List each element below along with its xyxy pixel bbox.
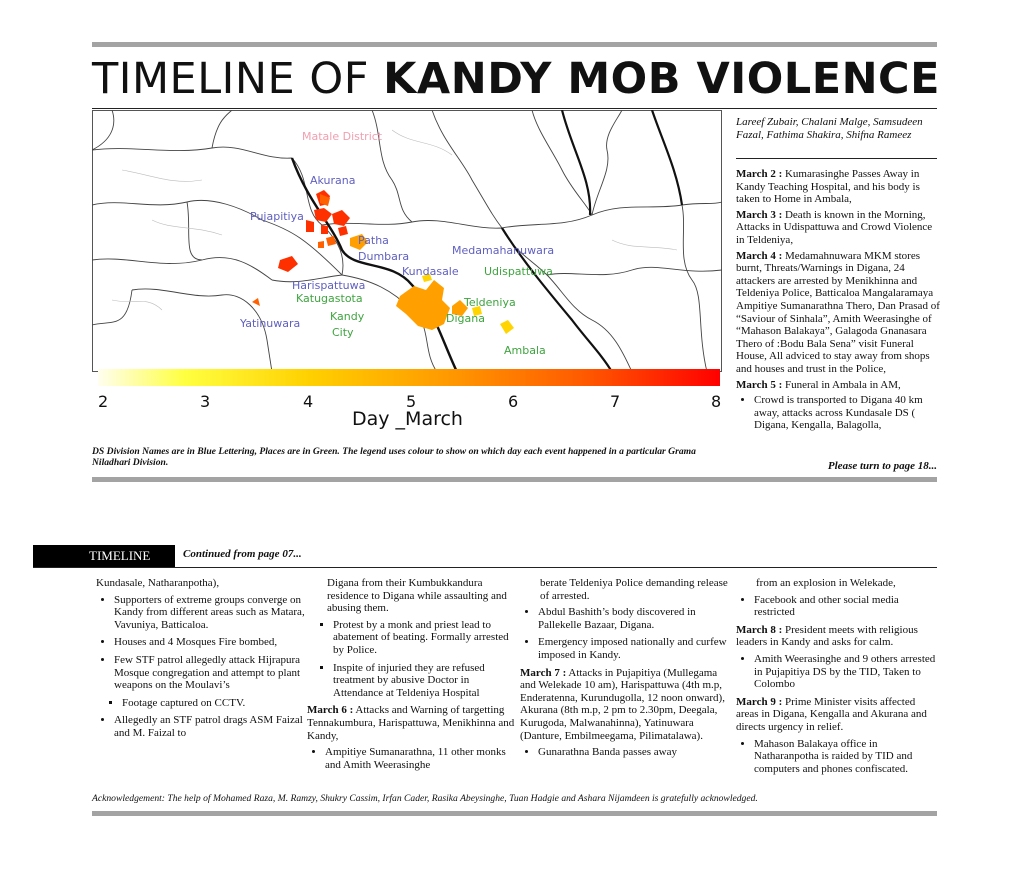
turn-page-note: Please turn to page 18... — [827, 460, 937, 472]
legend-tick: 2 — [98, 392, 109, 411]
list-item: • Mahason Balakaya office in Natharanpotha is raided by TID and computers and phones confiscated. — [754, 738, 940, 776]
list-item: • Ampitiye Sumanarathna, 11 other monks and Amith Weerasinghe — [325, 746, 517, 771]
entry-march-7: March 7 : Attacks in Pujapitiya (Mullegama and Welekade 10 am), Harispattuwa (4th m.p, Enderatenna, Kurundugolla, 12 noon onward), Akurana (8th m.p, 2 pm to 2.30pm, Deegala, Kurugoda, Malwanahinna), Yatinuwara (Danture, Embilmeegama, Pilimatalawa). — [520, 666, 725, 742]
map-label-patha-dumbara: Patha — [358, 234, 389, 247]
map-label-katugastota: Katugastota — [296, 292, 363, 305]
entry-march-5: March 5 : Funeral in Ambala in AM, — [736, 378, 901, 391]
legend-tick: 7 — [610, 392, 621, 411]
list-item: • Abdul Bashith’s body discovered in Pallekelle Bazaar, Digana. — [538, 606, 730, 631]
list-item: • Allegedly an STF patrol drags ASM Faizal and M. Faizal to — [114, 714, 306, 739]
timeline-column-3 — [520, 577, 730, 764]
list-item: • Emergency imposed nationally and curfew imposed in Kandy. — [538, 636, 730, 661]
list-item: • Crowd is transported to Digana 40 km away, attacks across Kundasale DS ( Digana, Kengalla, Balagolla, — [754, 394, 941, 432]
map-label-yatinuwara: Yatinuwara — [240, 317, 301, 330]
map-label-teldeniya: Teldeniya — [464, 296, 516, 309]
paragraph: Kundasale, Natharanpotha), — [96, 577, 220, 589]
map-caption: DS Division Names are in Blue Lettering, Places are in Green. The legend uses colour to show on which day each event happened in a particular Grama Niladhari Division. — [92, 446, 696, 468]
map-label-akurana: Akurana — [310, 174, 356, 187]
title-underline — [92, 108, 937, 109]
map-label-kundasale: Kundasale — [402, 265, 459, 278]
map-label-city: City — [332, 326, 354, 339]
authors: Lareef Zubair, Chalani Malge, Samsudeen Fazal, Fathima Shakira, Shifna Rameez — [736, 116, 923, 141]
timeline-column-2 — [307, 577, 517, 776]
legend-color-bar — [98, 369, 720, 386]
map-label-ambala: Ambala — [504, 344, 546, 357]
list-item: • Facebook and other social media restricted — [754, 594, 940, 619]
acknowledgement: Acknowledgement: The help of Mohamed Raza, M. Ramzy, Shukry Cassim, Irfan Cader, Rasika Abeysinghe, Tuan Hadgie and Ashara Nijamdeen is gratefully acknowledged. — [92, 793, 758, 804]
map-label-medamahanuwara: Medamahanuwara — [452, 244, 555, 257]
entry-march-2: March 2 : Kumarasinghe Passes Away in Kandy Teaching Hospital, and his body is taken to Home in Ambala, — [736, 168, 920, 206]
entry-march-6: March 6 : Attacks and Warning of targetting Tennakumbura, Harispattuwa, Menikhinna and Kandy, — [307, 704, 515, 742]
legend-axis-label: Day _March — [352, 408, 463, 430]
map-label-harispattuwa: Harispattuwa — [292, 279, 366, 292]
top-rule — [92, 42, 937, 47]
timeline-tab: TIMELINE — [33, 545, 175, 567]
list-item: • Supporters of extreme groups converge on Kandy from different areas such as Matara, Vavuniya, Batticaloa. — [114, 594, 306, 632]
entry-march-8: March 8 : President meets with religious leaders in Kandy and asks for calm. — [736, 623, 918, 649]
paragraph: berate Teldeniya Police demanding release of arrested. — [540, 577, 728, 602]
paragraph: from an explosion in Welekade, — [756, 577, 896, 589]
entry-march-9: March 9 : Prime Minister visits affected areas in Digana, Kengalla and Akurana and directs urgency in relief. — [736, 695, 927, 733]
map-label-digana: Digana — [446, 312, 485, 325]
list-item: ▪ Inspite of injuried they are refused treatment by abusive Doctor in Attendance at Teldeniya Hospital — [333, 662, 517, 700]
timeline-underline — [33, 567, 937, 568]
entry-march-3: March 3 : Death is known in the Morning, Attacks in Udispattuwa and Crowd Violence in Teldeniya, — [736, 208, 933, 246]
legend-tick: 6 — [508, 392, 519, 411]
map-label-udispattuwa: Udispattuwa — [484, 265, 553, 278]
timeline-column-1 — [96, 577, 306, 745]
timeline-column-4 — [736, 577, 940, 780]
continued-note: Continued from page 07... — [183, 548, 302, 560]
list-item: • Houses and 4 Mosques Fire bombed, — [114, 636, 306, 649]
mid-rule — [92, 477, 937, 482]
authors-underline — [736, 158, 937, 159]
map-label-kandy: Kandy — [330, 310, 365, 323]
entry-march-4: March 4 : Medamahnuwara MKM stores burnt, Threats/Warnings in Digana, 24 attackers are arrested by Menikhinna and Teldeniya Police, Batticaloa Mangalaramaya Ampitiye Sumanarathna Thero, Dan Prasad of “Saviour of Sinhala”, Amith Weerasinghe of “Mahason Balakaya”, Galagoda Gnanasara Thero of :Bodu Bala Sena” visit Funeral House, All adviced to stay away from shops and houses and trust in the Police, — [736, 249, 940, 375]
paragraph: Digana from their Kumbukkandura residence to Digana while assaulting and abusing them. — [327, 577, 507, 615]
map-label-pujapitiya: Pujapitiya — [250, 210, 304, 223]
list-item: ▪ Footage captured on CCTV. — [122, 697, 306, 710]
bottom-rule — [92, 811, 937, 816]
legend-tick: 5 — [406, 392, 417, 411]
legend-tick: 4 — [303, 392, 314, 411]
map-label-matale-district: Matale District — [302, 130, 383, 143]
list-item: ▪ Protest by a monk and priest lead to abatement of beating. Formally arrested by Police. — [333, 619, 517, 657]
list-item: • Gunarathna Banda passes away — [538, 746, 730, 759]
legend-tick: 3 — [200, 392, 211, 411]
kandy-map — [92, 110, 722, 372]
list-item: • Amith Weerasinghe and 9 others arrested in Pujapitiya DS by the TID, Taken to Colombo — [754, 653, 940, 691]
map-label-patha-dumbara-2: Dumbara — [358, 250, 410, 263]
list-item: • Few STF patrol allegedly attack Hijrapura Mosque congregation and attempt to plant weapons on the Moulavi’s — [114, 654, 306, 692]
page-title: TIMELINE OF KANDY MOB VIOLENCE — [92, 54, 940, 104]
right-column — [736, 168, 941, 432]
legend-tick: 8 — [711, 392, 722, 411]
